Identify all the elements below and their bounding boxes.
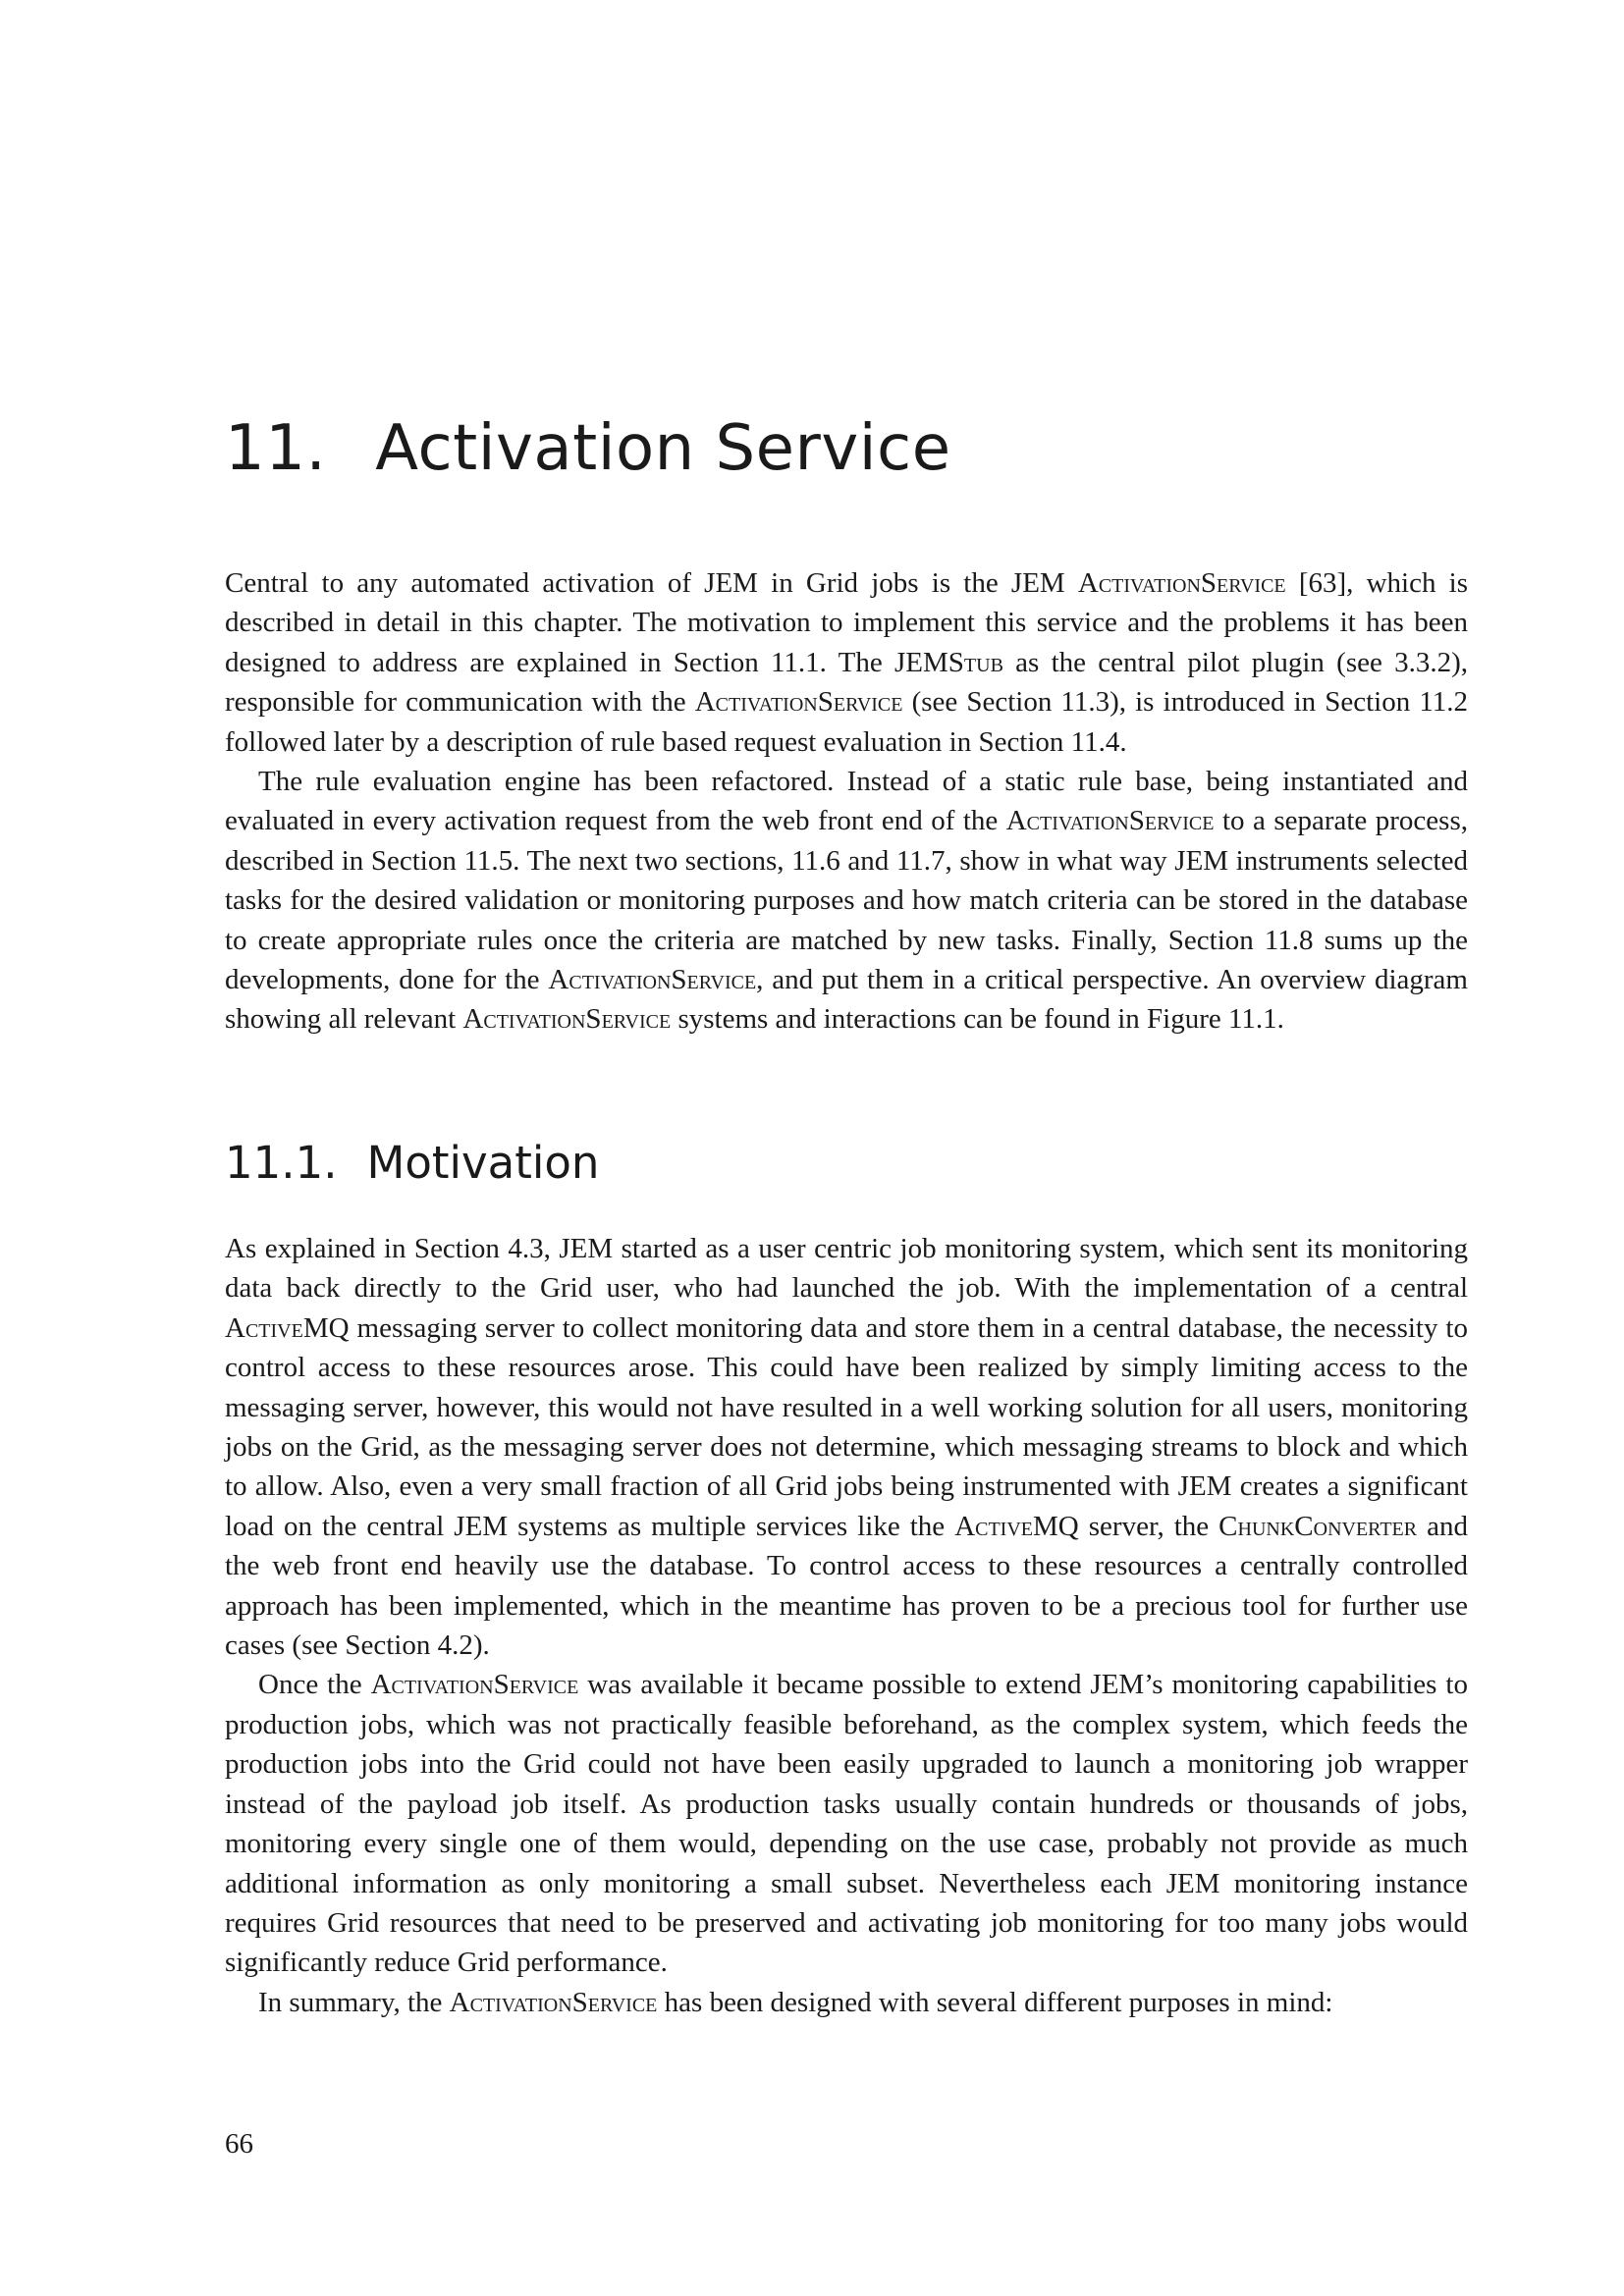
text-run: to a separate process, described in Section 11.5. The next two sections, 11.6 and 11.7, show in what way JEM instruments selected tasks for the desired validation or monitoring purposes and how match criteria can be stored in the database to create appropriate rules once the criteria are matched by new tasks. Finally, Section 11.8 sums up the developments, done for the <box>225 805 1468 996</box>
text-run: As explained in Section 4.3, JEM started as a user centric job monitoring system, which sent its monitoring data back directly to the Grid user, who had launched the job. With the implementation of a central <box>225 1233 1468 1305</box>
term-activation-service: ActivationService <box>694 686 903 719</box>
text-run: Central to any automated activation of JEM in Grid jobs is the JEM <box>225 567 1078 599</box>
chapter-title-text: Activation Service <box>375 412 951 485</box>
text-run: (see Section 11.3), is introduced in Section 11.2 followed later by a description of rule based request evaluation in Section 11.4. <box>225 686 1468 758</box>
term-activation-service: ActivationService <box>1077 567 1286 599</box>
text-run: server, the <box>1078 1510 1219 1542</box>
section-title-text: Motivation <box>366 1137 600 1189</box>
term-activation-service: ActivationService <box>548 964 757 996</box>
text-run: and the web front end heavily use the database. To control access to these resources a centrally controlled approach has been implemented, which in the meantime has proven to be a precious tool for further use cases (see Section 4.2). <box>225 1510 1468 1662</box>
section-title <box>225 1137 600 1189</box>
text-run: as the central pilot plugin (see 3.3.2), responsible for communication with the <box>225 646 1468 719</box>
page-number: 66 <box>225 2128 253 2160</box>
term-chunk-converter: ChunkConverter <box>1218 1510 1418 1542</box>
term-activation-service: ActivationService <box>1005 805 1215 837</box>
motivation-paragraph-1 <box>225 1229 1468 1665</box>
motivation-paragraph-3 <box>225 1983 1468 2022</box>
text-run: , and put them in a critical perspective. An overview diagram showing all relevant <box>225 964 1468 1036</box>
intro-paragraph-1 <box>225 563 1468 762</box>
intro-paragraph-2 <box>225 762 1468 1040</box>
motivation-text <box>225 1229 1468 2022</box>
text-run: was available it became possible to extend JEM’s monitoring capabilities to production jobs, which was not practically feasible beforehand, as the complex system, which feeds the production jobs into the Grid could not have been easily upgraded to launch a monitoring job wrapper instead of the payload job itself. As production tasks usually contain hundreds or thousands of jobs, monitoring every single one of them would, depending on the use case, probably not provide as much additional information as only monitoring a small subset. Nevertheless each JEM monitoring instance requires Grid resources that need to be preserved and activating job monitoring for too many jobs would significantly reduce Grid performance. <box>225 1669 1468 1979</box>
intro-text <box>225 563 1468 1040</box>
section-number: 11.1. <box>225 1137 338 1189</box>
text-run: In summary, the <box>258 1986 450 2018</box>
term-activation-service: ActivationService <box>449 1986 658 2018</box>
motivation-paragraph-2 <box>225 1665 1468 1982</box>
text-run: [63], which is described in detail in this chapter. The motivation to implement this service and the problems it has been designed to address are explained in Section 11.1. The JEM <box>225 567 1468 678</box>
text-run: The rule evaluation engine has been refactored. Instead of a static rule base, being instantiated and evaluated in every activation request from the web front end of the <box>225 766 1468 837</box>
text-run: has been designed with several different purposes in mind: <box>657 1986 1333 2018</box>
term-activemq: ActiveMQ <box>954 1510 1079 1542</box>
chapter-title <box>225 412 951 485</box>
term-stub: Stub <box>947 646 1003 678</box>
chapter-number: 11. <box>225 412 327 485</box>
term-activation-service: ActivationService <box>462 1003 672 1036</box>
text-run: Once the <box>258 1669 371 1701</box>
term-activation-service: ActivationService <box>370 1669 579 1701</box>
text-run: messaging server to collect monitoring data and store them in a central database, the necessity to control access to these resources arose. This could have been realized by simply limiting access to the messaging server, however, this would not have resulted in a well working solution for all users, monitoring jobs on the Grid, as the messaging server does not determine, which messaging streams to block and which to allow. Also, even a very small fraction of all Grid jobs being instrumented with JEM creates a significant load on the central JEM systems as multiple services like the <box>225 1311 1468 1542</box>
text-run: systems and interactions can be found in Figure 11.1. <box>671 1003 1284 1036</box>
term-activemq: ActiveMQ <box>225 1311 350 1344</box>
